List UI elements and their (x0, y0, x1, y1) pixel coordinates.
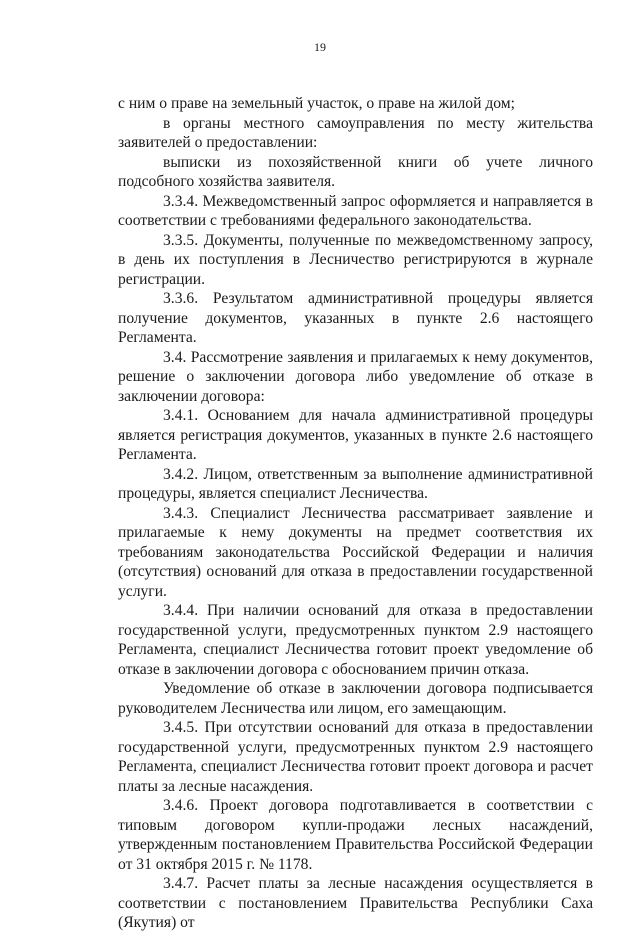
paragraph: 3.4.2. Лицом, ответственным за выполнение административной процедуры, является специалист Лесничества. (118, 465, 593, 502)
paragraph: Уведомление об отказе в заключении договора подписывается руководителем Лесничества или лицом, его замещающим. (118, 680, 593, 717)
document-body (118, 94, 593, 933)
paragraph: 3.4.1. Основанием для начала административной процедуры является регистрация документов, указанных в пункте 2.6 настоящего Регламента. (118, 407, 593, 463)
paragraph: 3.4.3. Специалист Лесничества рассматривает заявление и прилагаемые к нему документы на предмет соответствия их требованиям законодательства Российской Федерации и наличия (отсутствия) оснований для отказа в предоставлении государственной услуги. (118, 504, 593, 600)
paragraph: 3.4.6. Проект договора подготавливается в соответствии с типовым договором купли-продажи лесных насаждений, утвержденным постановлением Правительства Российской Федерации от 31 октября 2015 г. № 1178. (118, 797, 593, 873)
paragraph: 3.4.4. При наличии оснований для отказа в предоставлении государственной услуги, предусмотренных пунктом 2.9 настоящего Регламента, специалист Лесничества готовит проект уведомление об отказе в заключении договора с обоснованием причин отказа. (118, 602, 593, 678)
paragraph: с ним о праве на земельный участок, о праве на жилой дом; (118, 95, 515, 112)
paragraph: 3.4. Рассмотрение заявления и прилагаемых к нему документов, решение о заключении договора либо уведомление об отказе в заключении договора: (118, 348, 593, 405)
paragraph: 3.3.4. Межведомственный запрос оформляется и направляется в соответствии с требованиями федерального законодательства. (118, 192, 593, 229)
paragraph: выписки из похозяйственной книги об учете личного подсобного хозяйства заявителя. (118, 153, 593, 190)
paragraph: 3.4.7. Расчет платы за лесные насаждения осуществляется в соответствии с постановлением Правительства Республики Саха (Якутия) от (118, 875, 593, 931)
page-number: 19 (314, 40, 326, 54)
paragraph: в органы местного самоуправления по месту жительства заявителей о предоставлении: (118, 114, 593, 151)
paragraph: 3.3.6. Результатом административной процедуры является получение документов, указанных в пункте 2.6 настоящего Регламента. (118, 290, 593, 346)
paragraph: 3.3.5. Документы, полученные по межведомственному запросу, в день их поступления в Лесничество регистрируются в журнале регистрации. (118, 231, 593, 288)
paragraph: 3.4.5. При отсутствии оснований для отказа в предоставлении государственной услуги, предусмотренных пунктом 2.9 настоящего Регламента, специалист Лесничества готовит проект договора и расчет платы за лесные насаждения. (118, 719, 593, 795)
